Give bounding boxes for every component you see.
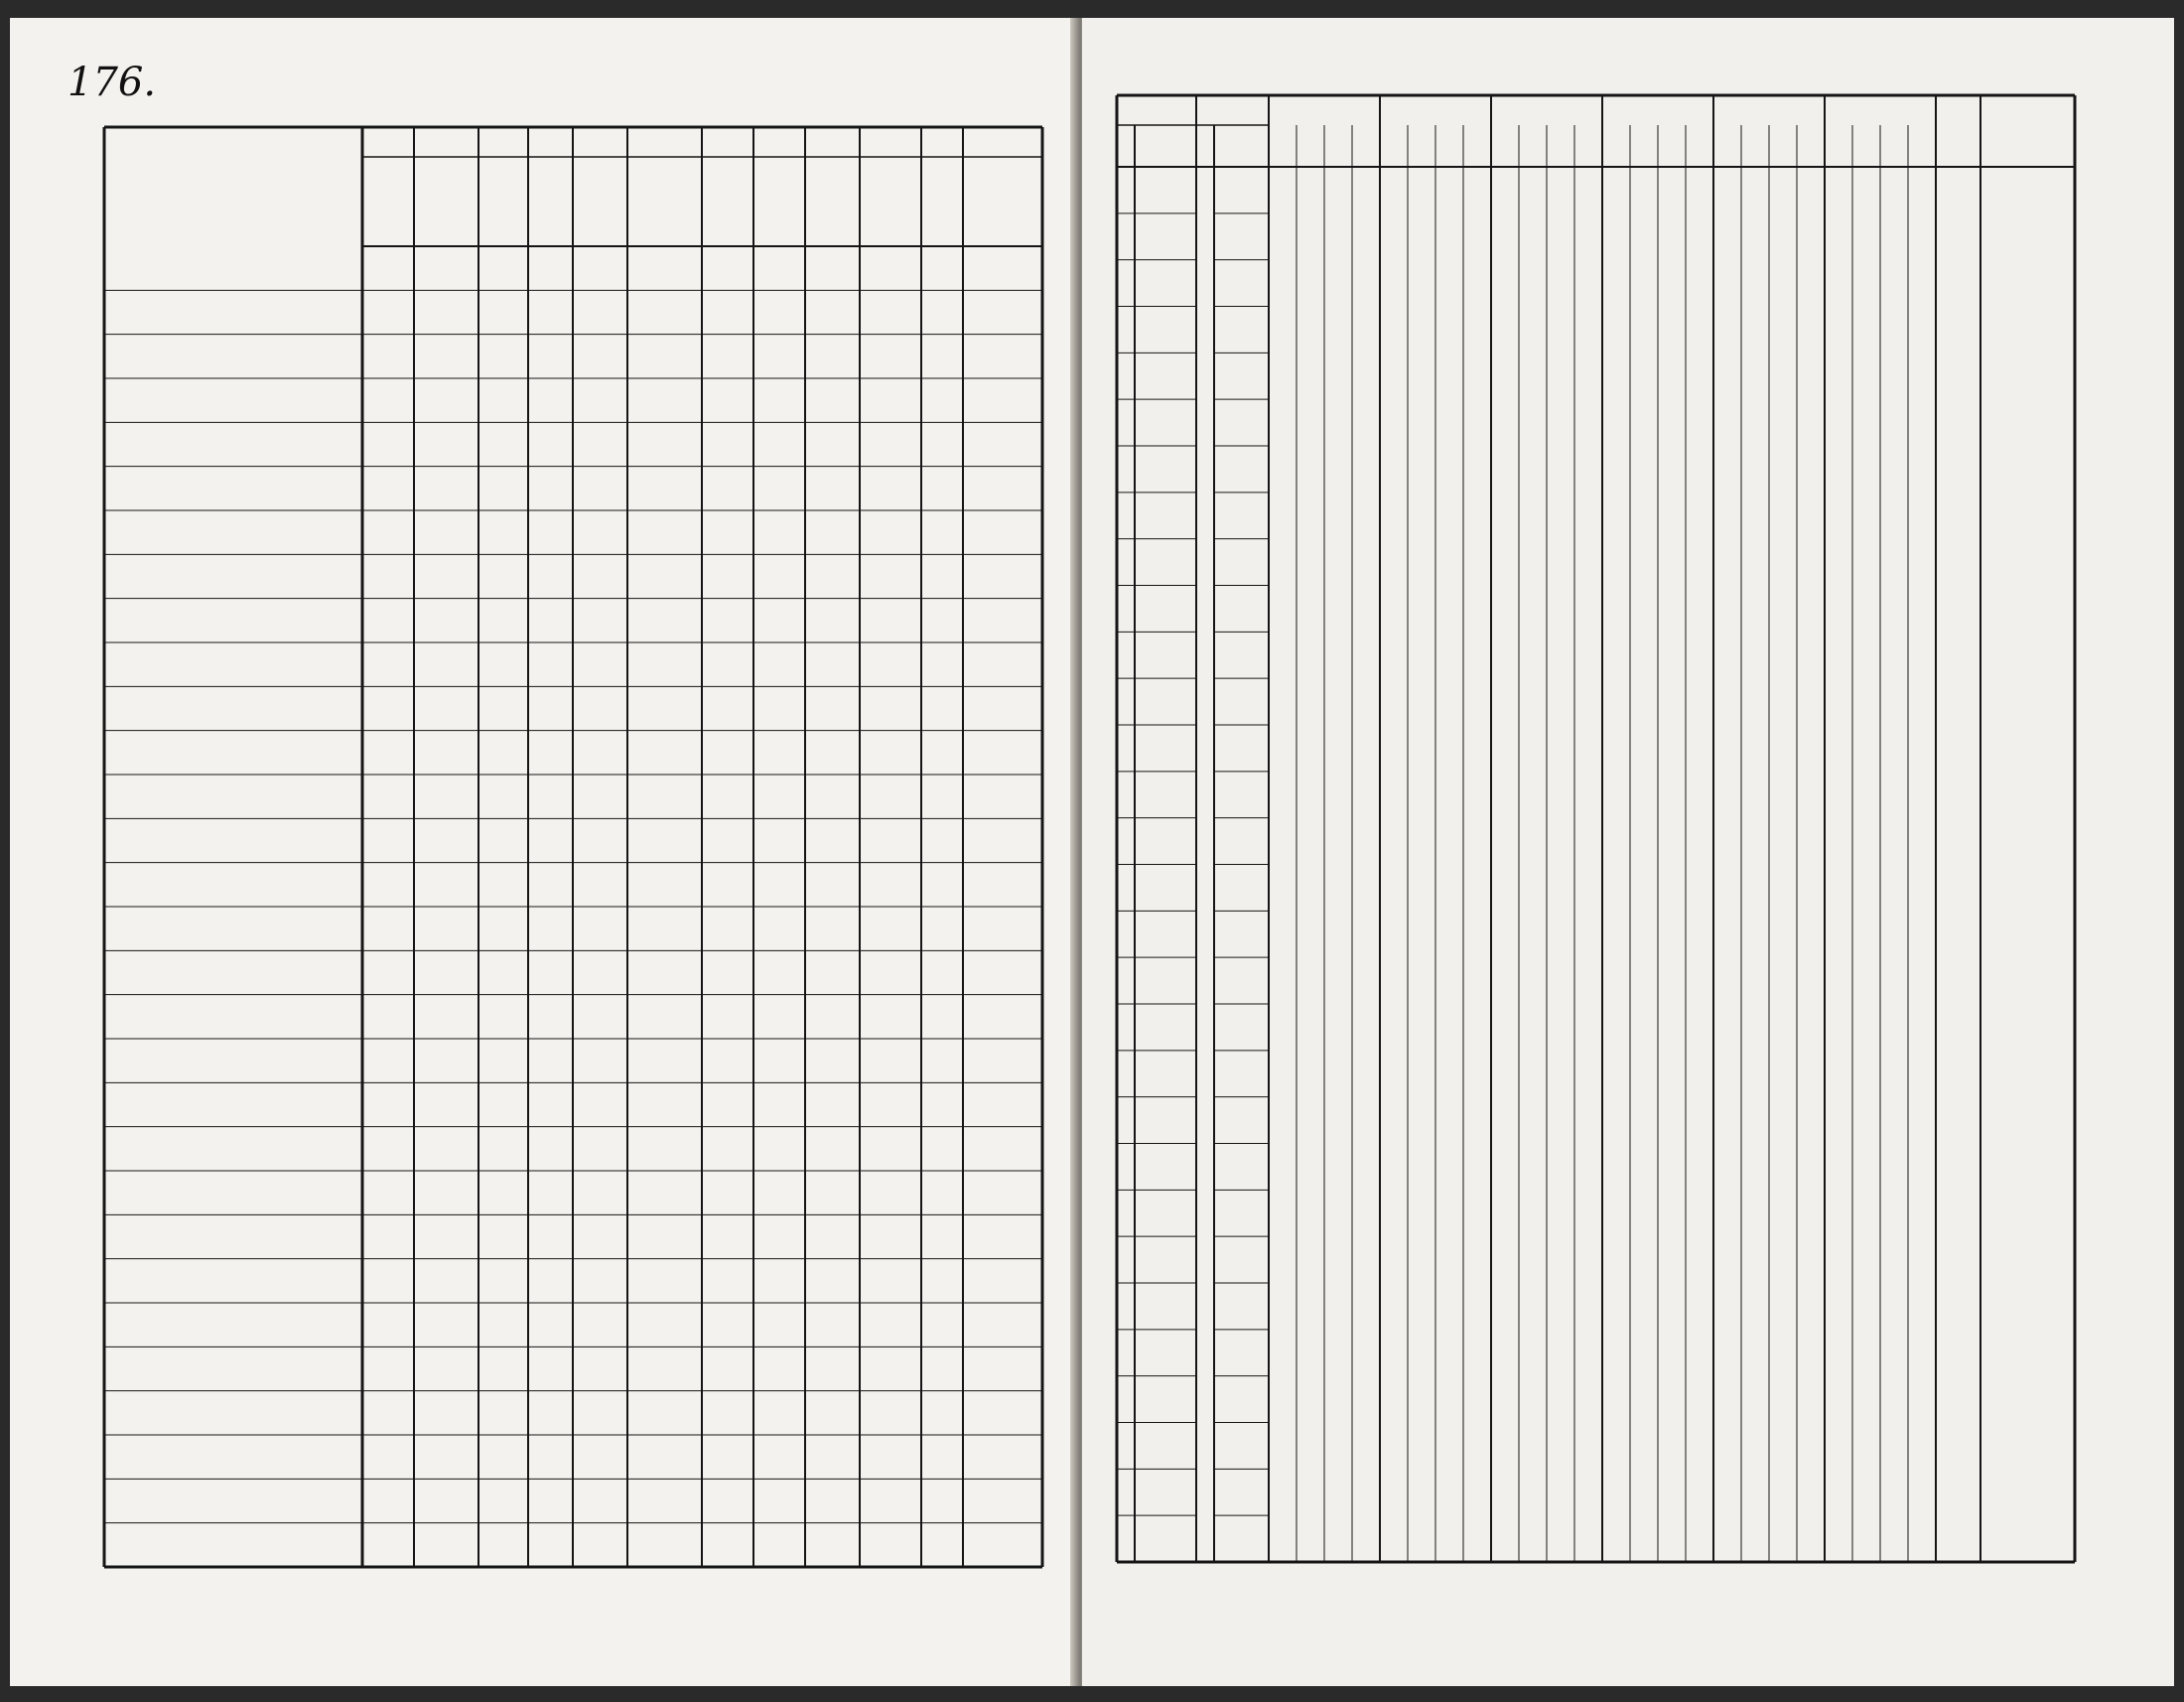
left-ruled-grid — [10, 18, 1082, 1686]
page-number: 176. — [68, 60, 157, 105]
right-page — [1082, 18, 2174, 1686]
right-ruled-grid — [1082, 18, 2174, 1686]
left-page — [10, 18, 1082, 1686]
